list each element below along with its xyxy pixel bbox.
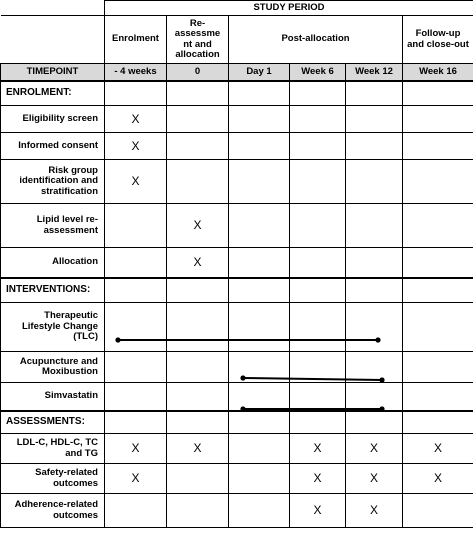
post-allocation-header: Post-allocation [229,16,403,64]
schedule-mark: X [403,434,473,464]
section-assessments: ASSESSMENTS: [1,411,105,434]
schedule-mark: X [290,434,346,464]
section-enrolment: ENROLMENT: [1,81,105,106]
schedule-mark: X [290,464,346,494]
schedule-mark: X [167,204,229,248]
schedule-mark: X [346,464,403,494]
schedule-mark: X [105,434,167,464]
timepoint-value: - 4 weeks [105,64,167,81]
row-label-adherence: Adherence-related outcomes [1,494,105,528]
timepoint-value: 0 [167,64,229,81]
corner-cell-2 [1,16,105,64]
followup-header: Follow-up and close-out [403,16,473,64]
reassessment-header: Re-assessme nt and allocation [167,16,229,64]
row-label-safety: Safety-related outcomes [1,464,105,494]
section-interventions: INTERVENTIONS: [1,278,105,303]
schedule-mark: X [403,464,473,494]
row-label-acupuncture: Acupuncture and Moxibustion [1,352,105,383]
row-label-tlc: Therapeutic Lifestyle Change (TLC) [1,303,105,352]
schedule-mark: X [167,434,229,464]
schedule-mark: X [167,248,229,278]
enrolment-header: Enrolment [105,16,167,64]
row-label-lipid: Lipid level re-assessment [1,204,105,248]
timepoint-value: Week 16 [403,64,473,81]
row-label-risk: Risk group identification and stratification [1,160,105,204]
schedule-mark: X [105,464,167,494]
row-label-ldl: LDL-C, HDL-C, TC and TG [1,434,105,464]
schedule-mark: X [105,133,167,160]
timepoint-value: Day 1 [229,64,290,81]
schedule-mark: X [290,494,346,528]
schedule-mark: X [346,434,403,464]
corner-cell [1,1,105,16]
schedule-mark: X [105,106,167,133]
timepoint-value: Week 6 [290,64,346,81]
timepoint-value: Week 12 [346,64,403,81]
row-label-eligibility: Eligibility screen [1,106,105,133]
timepoint-label: TIMEPOINT [1,64,105,81]
row-label-consent: Informed consent [1,133,105,160]
row-label-allocation: Allocation [1,248,105,278]
schedule-mark: X [346,494,403,528]
study-period-header: STUDY PERIOD [105,1,473,16]
schedule-mark: X [105,160,167,204]
row-label-simvastatin: Simvastatin [1,383,105,411]
